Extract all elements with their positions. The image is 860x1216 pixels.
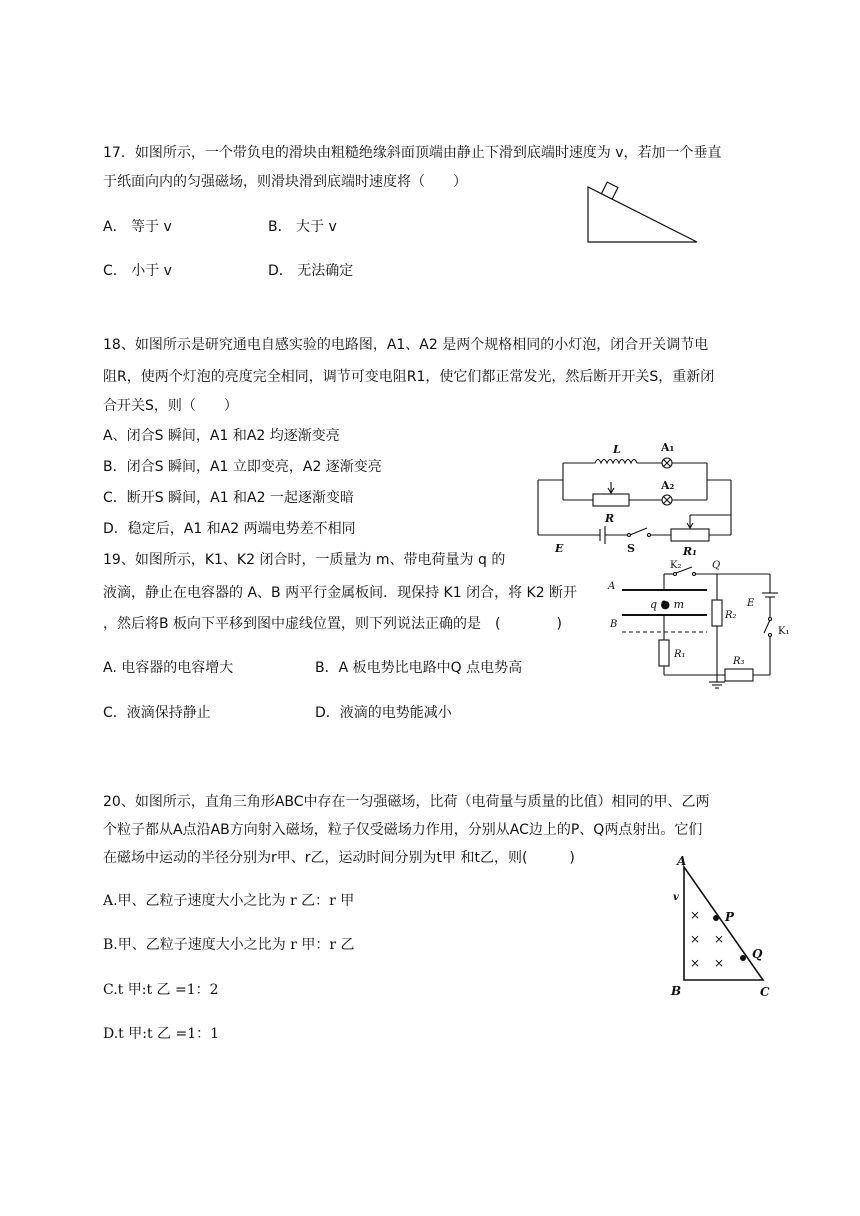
- q19-option-c: C．液滴保持静止: [103, 705, 211, 721]
- q19-option-d: D．液滴的电势能减小: [315, 705, 452, 721]
- resistor-r3: [725, 669, 753, 681]
- point-q: [740, 955, 746, 961]
- field-mark: ×: [690, 908, 701, 922]
- inductor-coil: [595, 460, 637, 464]
- label-r: R: [605, 512, 615, 525]
- label-a: A: [677, 854, 687, 868]
- label-k1: K₁: [778, 626, 790, 637]
- label-q: Q: [712, 560, 721, 571]
- label-p: P: [725, 910, 735, 924]
- point-p: [713, 915, 719, 921]
- q20-option-a: A.甲、乙粒子速度大小之比为 r 乙：r 甲: [103, 893, 355, 909]
- label-qm: q ● m: [650, 598, 685, 611]
- field-mark: ×: [690, 932, 701, 946]
- q17-stem-line2: 于纸面向内的匀强磁场，则滑块滑到底端时速度将（ ）: [103, 174, 467, 190]
- label-e: E: [555, 542, 564, 555]
- q19-option-a: A. 电容器的电容增大: [103, 660, 234, 676]
- label-l: L: [613, 443, 621, 456]
- label-a: A: [608, 581, 616, 592]
- q17-option-c: C． 小于 v: [103, 263, 172, 279]
- q20-option-d: D.t 甲:t 乙 =1：1: [103, 1026, 220, 1042]
- resistor-r2: [712, 600, 722, 626]
- label-a2: A₂: [661, 479, 675, 492]
- q17-stem-line1: 17．如图所示，一个带负电的滑块由粗糙绝缘斜面顶端由静止下滑到底端时速度为 v，若加一个垂直: [103, 145, 722, 161]
- q18-option-d: D．稳定后，A1 和A2 两端电势差不相同: [103, 521, 356, 537]
- q20-stem-line3: 在磁场中运动的半径分别为r甲、r乙，运动时间分别为t甲 和t乙，则( ): [103, 850, 575, 866]
- resistor-r1: [659, 640, 669, 666]
- label-b: B: [610, 619, 618, 630]
- q20-stem-line2: 个粒子都从A点沿AB方向射入磁场，粒子仅受磁场力作用，分别从AC边上的P、Q两点射出。它们: [103, 822, 703, 838]
- rheostat-r1: [671, 529, 709, 541]
- q18-option-a: A、闭合S 瞬间，A1 和A2 均逐渐变亮: [103, 428, 340, 444]
- resistor-r: [593, 494, 629, 506]
- q19-stem-line3: ，然后将B 板向下平移到图中虚线位置，则下列说法正确的是 ( ): [103, 616, 562, 632]
- label-r2: R₂: [725, 610, 737, 621]
- q20-option-c: C.t 甲:t 乙 =1：2: [103, 982, 219, 998]
- q19-stem-line1: 19、如图所示，K1、K2 闭合时，一质量为 m、带电荷量为 q 的: [103, 552, 506, 568]
- label-b: B: [671, 984, 682, 998]
- label-a1: A₁: [661, 441, 675, 454]
- q18-stem-line1: 18、如图所示是研究通电自感实验的电路图，A1、A2 是两个规格相同的小灯泡，闭合开关调节电: [103, 337, 709, 353]
- q17-option-a: A． 等于 v: [103, 219, 172, 235]
- q20-option-b: B.甲、乙粒子速度大小之比为 r 甲：r 乙: [103, 937, 355, 953]
- q18-stem-line2: 阻R，使两个灯泡的亮度完全相同，调节可变电阻R1，使它们都正常发光，然后断开开关S，重新闭: [103, 369, 715, 385]
- capacitor-circuit-figure: [608, 560, 802, 695]
- q19-stem-line2: 液滴，静止在电容器的 A、B 两平行金属板间．现保持 K1 闭合，将 K2 断开: [103, 585, 578, 601]
- q18-stem-line3: 合开关S，则（ ）: [103, 398, 238, 414]
- q19-option-b: B．A 板电势比电路中Q 点电势高: [315, 660, 523, 676]
- label-r1: R₁: [683, 545, 697, 558]
- incline-figure: [585, 172, 705, 247]
- field-mark: ×: [714, 932, 725, 946]
- label-r1: R₁: [674, 649, 686, 660]
- label-q: Q: [752, 947, 763, 961]
- label-v: v: [673, 892, 679, 903]
- inductor-circuit-figure: [535, 440, 745, 560]
- q18-option-c: C．断开S 瞬间，A1 和A2 一起逐渐变暗: [103, 490, 354, 506]
- label-r3: R₃: [733, 656, 745, 667]
- q20-stem-line1: 20、如图所示，直角三角形ABC中存在一匀强磁场，比荷（电荷量与质量的比值）相同的甲、乙两: [103, 794, 710, 810]
- q17-option-b: B． 大于 v: [268, 219, 337, 235]
- label-c: C: [760, 985, 770, 999]
- label-e: E: [747, 598, 755, 609]
- field-mark: ×: [714, 956, 725, 970]
- q18-option-b: B．闭合S 瞬间，A1 立即变亮，A2 逐渐变亮: [103, 459, 382, 475]
- label-s: S: [627, 542, 635, 555]
- magnetic-triangle-figure: [670, 855, 780, 1000]
- slider-block: [601, 182, 618, 199]
- q17-option-d: D． 无法确定: [268, 263, 354, 279]
- field-mark: ×: [690, 956, 701, 970]
- label-k2: K₂: [670, 560, 682, 571]
